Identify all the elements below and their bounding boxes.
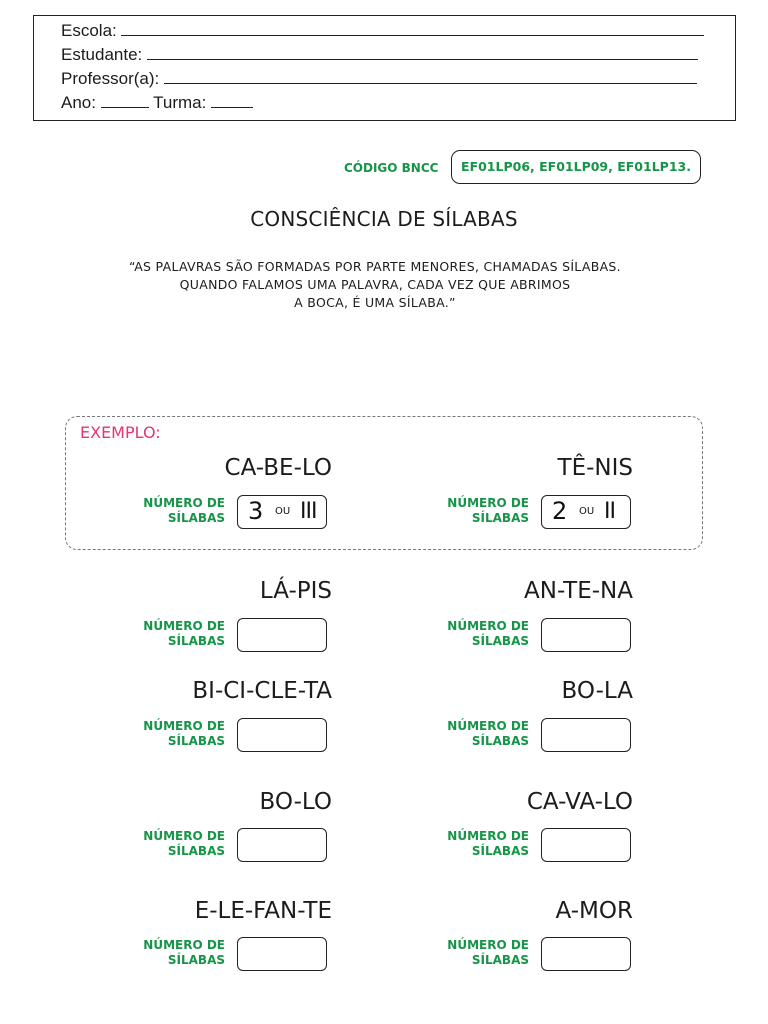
bncc-label: CÓDIGO BNCC xyxy=(344,161,439,175)
syllable-count-label-line-2: SÍLABAS xyxy=(167,511,225,525)
answer-box[interactable] xyxy=(237,937,327,971)
student-line xyxy=(61,42,698,66)
example-answer-box xyxy=(237,495,327,529)
syllable-count-label-line-2: SÍLABAS xyxy=(471,844,529,858)
example-or: OU xyxy=(275,506,291,517)
example-label: EXEMPLO: xyxy=(80,423,161,442)
syllable-count-label-line-1: NÚMERO DE xyxy=(447,619,529,633)
syllable-count-label xyxy=(419,619,529,649)
exercise-word: AN-TE-NA xyxy=(524,578,633,604)
syllable-count-label xyxy=(115,496,225,526)
student-info-box xyxy=(33,15,736,121)
syllable-count-label-line-1: NÚMERO DE xyxy=(447,496,529,510)
syllable-count-label xyxy=(419,719,529,749)
exercise-word: A-MOR xyxy=(555,898,633,924)
syllable-count-label-line-2: SÍLABAS xyxy=(471,511,529,525)
example-word: CA-BE-LO xyxy=(224,455,332,481)
exercise-word: E-LE-FAN-TE xyxy=(194,898,332,924)
example-count: 2 xyxy=(552,497,568,525)
school-label: Escola: xyxy=(61,21,117,40)
exercise-word: BO-LO xyxy=(259,789,332,815)
exercise-word: BO-LA xyxy=(561,678,633,704)
answer-box[interactable] xyxy=(237,828,327,862)
syllable-count-label xyxy=(115,938,225,968)
syllable-count-label-line-2: SÍLABAS xyxy=(167,634,225,648)
answer-box[interactable] xyxy=(237,618,327,652)
student-label: Estudante: xyxy=(61,45,143,64)
syllable-count-label xyxy=(115,719,225,749)
example-answer-box xyxy=(541,495,631,529)
teacher-field[interactable] xyxy=(164,66,697,84)
definition-quote xyxy=(0,258,750,312)
syllable-count-label xyxy=(419,496,529,526)
syllable-count-label-line-1: NÚMERO DE xyxy=(143,719,225,733)
syllable-count-label-line-2: SÍLABAS xyxy=(471,734,529,748)
exercise-word: LÁ-PIS xyxy=(259,578,332,604)
exercise-word: BI-CI-CLE-TA xyxy=(192,678,332,704)
teacher-line xyxy=(61,66,697,90)
syllable-count-label-line-2: SÍLABAS xyxy=(167,844,225,858)
answer-box[interactable] xyxy=(541,618,631,652)
answer-box[interactable] xyxy=(541,718,631,752)
syllable-count-label-line-1: NÚMERO DE xyxy=(143,829,225,843)
school-field[interactable] xyxy=(121,18,704,36)
bncc-codes: EF01LP06, EF01LP09, EF01LP13. xyxy=(451,150,701,184)
year-field[interactable] xyxy=(101,90,149,108)
school-line xyxy=(61,18,704,42)
class-label: Turma: xyxy=(153,93,207,112)
class-field[interactable] xyxy=(211,90,253,108)
year-label: Ano: xyxy=(61,93,96,112)
quote-line-1: “AS PALAVRAS SÃO FORMADAS POR PARTE MENORES, CHAMADAS SÍLABAS. xyxy=(129,259,621,274)
teacher-label: Professor(a): xyxy=(61,69,160,88)
quote-line-3: A BOCA, É UMA SÍLABA.” xyxy=(294,295,456,310)
syllable-count-label-line-1: NÚMERO DE xyxy=(143,619,225,633)
year-class-line xyxy=(61,90,253,114)
page-title: CONSCIÊNCIA DE SÍLABAS xyxy=(250,207,518,231)
example-tally: II xyxy=(604,499,615,524)
syllable-count-label xyxy=(419,829,529,859)
syllable-count-label-line-2: SÍLABAS xyxy=(471,634,529,648)
syllable-count-label-line-1: NÚMERO DE xyxy=(447,719,529,733)
quote-line-2: QUANDO FALAMOS UMA PALAVRA, CADA VEZ QUE ABRIMOS xyxy=(179,277,571,292)
syllable-count-label-line-2: SÍLABAS xyxy=(471,953,529,967)
answer-box[interactable] xyxy=(237,718,327,752)
syllable-count-label xyxy=(115,829,225,859)
example-count: 3 xyxy=(248,497,264,525)
answer-box[interactable] xyxy=(541,937,631,971)
syllable-count-label-line-1: NÚMERO DE xyxy=(447,938,529,952)
syllable-count-label-line-2: SÍLABAS xyxy=(167,734,225,748)
example-tally: III xyxy=(300,499,317,524)
syllable-count-label-line-2: SÍLABAS xyxy=(167,953,225,967)
example-box xyxy=(65,416,703,550)
syllable-count-label xyxy=(115,619,225,649)
example-or: OU xyxy=(579,506,595,517)
syllable-count-label-line-1: NÚMERO DE xyxy=(143,496,225,510)
exercise-word: CA-VA-LO xyxy=(526,789,633,815)
syllable-count-label xyxy=(419,938,529,968)
student-field[interactable] xyxy=(147,42,698,60)
syllable-count-label-line-1: NÚMERO DE xyxy=(143,938,225,952)
answer-box[interactable] xyxy=(541,828,631,862)
example-word: TÊ-NIS xyxy=(557,455,633,481)
syllable-count-label-line-1: NÚMERO DE xyxy=(447,829,529,843)
